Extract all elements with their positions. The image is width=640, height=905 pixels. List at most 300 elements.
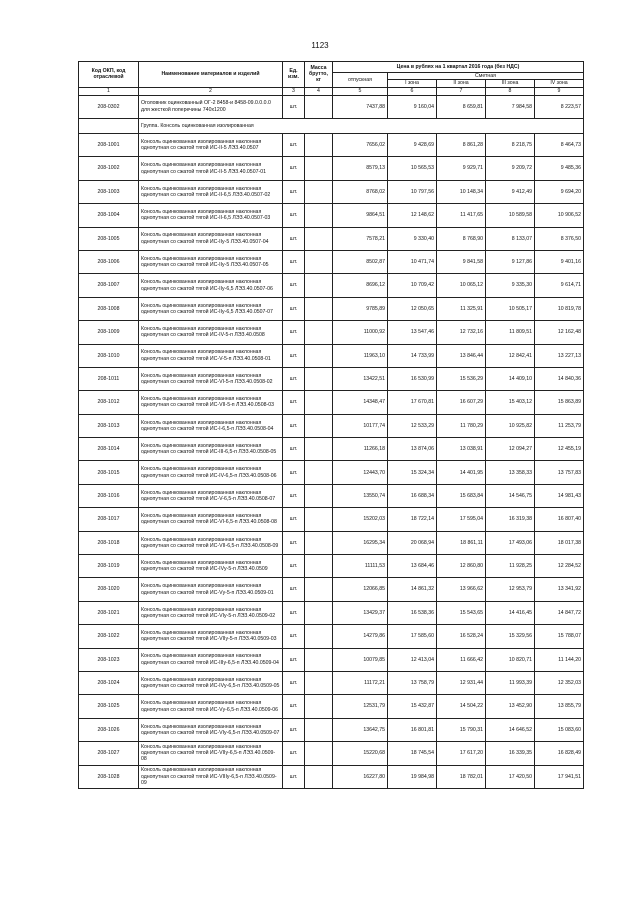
item-mass bbox=[305, 625, 333, 648]
item-price-zone-3: 14 416,45 bbox=[486, 601, 535, 624]
item-price-zone-2: 15 536,29 bbox=[437, 367, 486, 390]
item-code: 208-1006 bbox=[79, 250, 139, 273]
item-name: Консоль оцинкованная изолированная наклонная однопутная со сжатой тягой ИС-IIу-5 ЛЭЗ.40.0507-05 bbox=[139, 250, 283, 273]
item-unit: шт. bbox=[283, 250, 305, 273]
item-price-zone-2: 18 782,01 bbox=[437, 765, 486, 788]
item-price-zone-2: 12 732,16 bbox=[437, 321, 486, 344]
item-name: Консоль оцинкованная изолированная наклонная однопутная со сжатой тягой ИС-VI-5-п ЛЭЗ.40.0508-02 bbox=[139, 367, 283, 390]
table-row bbox=[79, 250, 584, 273]
table-row bbox=[79, 648, 584, 671]
item-price-zone-3: 10 589,58 bbox=[486, 204, 535, 227]
item-price-zone-3: 10 505,17 bbox=[486, 297, 535, 320]
table-row bbox=[79, 133, 584, 156]
item-price-zone-4: 8 376,50 bbox=[535, 227, 584, 250]
table-row bbox=[79, 274, 584, 297]
header-zone-2: II зона bbox=[437, 80, 486, 87]
item-code: 208-1026 bbox=[79, 718, 139, 741]
item-price-zone-4: 15 863,89 bbox=[535, 391, 584, 414]
item-unit: шт. bbox=[283, 578, 305, 601]
item-code: 208-1024 bbox=[79, 671, 139, 694]
item-unit: шт. bbox=[283, 484, 305, 507]
item-price-zone-1: 10 565,53 bbox=[388, 157, 437, 180]
item-name: Консоль оцинкованная изолированная наклонная однопутная со сжатой тягой ИС-Vу-6,5-п ЛЭЗ.40.0509-06 bbox=[139, 695, 283, 718]
table-row bbox=[79, 227, 584, 250]
item-mass bbox=[305, 438, 333, 461]
column-number: 4 bbox=[305, 87, 333, 95]
table-row bbox=[79, 157, 584, 180]
item-price-zone-3: 17 493,06 bbox=[486, 531, 535, 554]
item-price-zone-1: 15 432,87 bbox=[388, 695, 437, 718]
item-price-zone-3: 9 209,72 bbox=[486, 157, 535, 180]
item-release-price: 8696,12 bbox=[333, 274, 388, 297]
item-price-zone-3: 14 409,10 bbox=[486, 367, 535, 390]
item-code: 208-1010 bbox=[79, 344, 139, 367]
item-price-zone-2: 12 860,80 bbox=[437, 555, 486, 578]
item-price-zone-2: 15 683,84 bbox=[437, 484, 486, 507]
item-name: Консоль оцинкованная изолированная наклонная однопутная со сжатой тягой ИС-VII-6,5-п ЛЭЗ.40.0508-09 bbox=[139, 531, 283, 554]
item-name: Оголовник оцинкованный ОГ-2 8458-и 8458-09.0.0.0.0 для жесткой поперечины 740x1200 bbox=[139, 95, 283, 118]
item-name: Консоль оцинкованная изолированная наклонная однопутная со сжатой тягой ИС-VI-6,5-п ЛЭЗ.40.0508-08 bbox=[139, 508, 283, 531]
table-row bbox=[79, 671, 584, 694]
item-price-zone-4: 13 855,79 bbox=[535, 695, 584, 718]
item-unit: шт. bbox=[283, 367, 305, 390]
item-price-zone-4: 11 253,79 bbox=[535, 414, 584, 437]
item-price-zone-1: 12 413,04 bbox=[388, 648, 437, 671]
item-price-zone-2: 15 790,31 bbox=[437, 718, 486, 741]
item-price-zone-1: 16 538,36 bbox=[388, 601, 437, 624]
item-price-zone-3: 15 329,56 bbox=[486, 625, 535, 648]
item-unit: шт. bbox=[283, 438, 305, 461]
item-price-zone-2: 10 065,12 bbox=[437, 274, 486, 297]
item-code: 208-1019 bbox=[79, 555, 139, 578]
item-mass bbox=[305, 391, 333, 414]
item-unit: шт. bbox=[283, 321, 305, 344]
header-zone-1: I зона bbox=[388, 80, 437, 87]
item-mass bbox=[305, 367, 333, 390]
column-number: 8 bbox=[486, 87, 535, 95]
table-row bbox=[79, 508, 584, 531]
item-price-zone-3: 7 984,58 bbox=[486, 95, 535, 118]
item-code: 208-1008 bbox=[79, 297, 139, 320]
item-name: Консоль оцинкованная изолированная наклонная однопутная со сжатой тягой ИС-IIу-6,5 ЛЭЗ.40.0507-06 bbox=[139, 274, 283, 297]
item-price-zone-3: 9 127,86 bbox=[486, 250, 535, 273]
item-release-price: 8579,13 bbox=[333, 157, 388, 180]
item-release-price: 16227,80 bbox=[333, 765, 388, 788]
table-row bbox=[79, 321, 584, 344]
item-price-zone-1: 19 984,98 bbox=[388, 765, 437, 788]
item-code: 208-1020 bbox=[79, 578, 139, 601]
item-price-zone-3: 14 546,75 bbox=[486, 484, 535, 507]
price-table-body bbox=[79, 95, 584, 788]
item-price-zone-1: 16 688,34 bbox=[388, 484, 437, 507]
item-name: Консоль оцинкованная изолированная наклонная однопутная со сжатой тягой ИС-III-6,5-п ЛЭЗ.40.0508-05 bbox=[139, 438, 283, 461]
item-release-price: 11111,53 bbox=[333, 555, 388, 578]
item-name: Консоль оцинкованная изолированная наклонная однопутная со сжатой тягой ИС-VIIу-5-п ЛЭЗ.40.0509-03 bbox=[139, 625, 283, 648]
item-price-zone-2: 9 841,58 bbox=[437, 250, 486, 273]
item-release-price: 13422,51 bbox=[333, 367, 388, 390]
item-price-zone-3: 10 925,82 bbox=[486, 414, 535, 437]
item-price-zone-4: 11 144,20 bbox=[535, 648, 584, 671]
item-code: 208-1022 bbox=[79, 625, 139, 648]
table-row bbox=[79, 438, 584, 461]
item-price-zone-1: 15 324,34 bbox=[388, 461, 437, 484]
item-unit: шт. bbox=[283, 695, 305, 718]
item-release-price: 12443,70 bbox=[333, 461, 388, 484]
table-row bbox=[79, 625, 584, 648]
item-release-price: 14348,47 bbox=[333, 391, 388, 414]
item-code: 208-1012 bbox=[79, 391, 139, 414]
item-name: Консоль оцинкованная изолированная наклонная однопутная со сжатой тягой ИС-IV-5-п ЛЭЗ.40.0508 bbox=[139, 321, 283, 344]
item-price-zone-4: 13 757,83 bbox=[535, 461, 584, 484]
item-price-zone-2: 10 148,34 bbox=[437, 180, 486, 203]
item-price-zone-4: 9 401,16 bbox=[535, 250, 584, 273]
item-name: Консоль оцинкованная изолированная наклонная однопутная со сжатой тягой ИС-IV-6,5-п ЛЭЗ.40.0508-06 bbox=[139, 461, 283, 484]
item-unit: шт. bbox=[283, 508, 305, 531]
item-mass bbox=[305, 578, 333, 601]
item-unit: шт. bbox=[283, 718, 305, 741]
item-price-zone-2: 15 543,65 bbox=[437, 601, 486, 624]
item-release-price: 8768,02 bbox=[333, 180, 388, 203]
item-mass bbox=[305, 274, 333, 297]
item-release-price: 11266,18 bbox=[333, 438, 388, 461]
column-number: 6 bbox=[388, 87, 437, 95]
table-row bbox=[79, 765, 584, 788]
item-mass bbox=[305, 414, 333, 437]
item-price-zone-3: 12 842,41 bbox=[486, 344, 535, 367]
column-number: 2 bbox=[139, 87, 283, 95]
item-name: Консоль оцинкованная изолированная наклонная однопутная со сжатой тягой ИС-VIIIу-6,5-п ЛЭЗ.40.0509-09 bbox=[139, 765, 283, 788]
item-release-price: 9785,89 bbox=[333, 297, 388, 320]
item-price-zone-2: 8 659,81 bbox=[437, 95, 486, 118]
table-row bbox=[79, 367, 584, 390]
item-price-zone-3: 12 094,27 bbox=[486, 438, 535, 461]
group-title: Группа. Консоль оцинкованная изолированная bbox=[139, 118, 584, 133]
header-mass: Масса брутто, кг bbox=[305, 62, 333, 88]
item-name: Консоль оцинкованная изолированная наклонная однопутная со сжатой тягой ИС-V-5-п ЛЭЗ.40.0508-01 bbox=[139, 344, 283, 367]
item-mass bbox=[305, 718, 333, 741]
item-mass bbox=[305, 555, 333, 578]
item-mass bbox=[305, 508, 333, 531]
item-price-zone-1: 12 533,29 bbox=[388, 414, 437, 437]
item-price-zone-4: 16 828,49 bbox=[535, 742, 584, 765]
page-number: 1123 bbox=[311, 41, 329, 50]
item-price-zone-4: 15 788,07 bbox=[535, 625, 584, 648]
header-name: Наименование материалов и изделий bbox=[139, 62, 283, 88]
item-price-zone-1: 9 330,40 bbox=[388, 227, 437, 250]
item-price-zone-1: 10 471,74 bbox=[388, 250, 437, 273]
table-row bbox=[79, 601, 584, 624]
item-unit: шт. bbox=[283, 555, 305, 578]
item-release-price: 11000,92 bbox=[333, 321, 388, 344]
item-mass bbox=[305, 297, 333, 320]
table-row bbox=[79, 391, 584, 414]
item-price-zone-2: 17 595,04 bbox=[437, 508, 486, 531]
table-row bbox=[79, 180, 584, 203]
item-mass bbox=[305, 133, 333, 156]
item-price-zone-3: 17 420,50 bbox=[486, 765, 535, 788]
item-code: 208-1003 bbox=[79, 180, 139, 203]
item-price-zone-2: 14 504,22 bbox=[437, 695, 486, 718]
item-mass bbox=[305, 157, 333, 180]
item-price-zone-1: 10 797,56 bbox=[388, 180, 437, 203]
item-unit: шт. bbox=[283, 157, 305, 180]
item-price-zone-2: 13 038,91 bbox=[437, 438, 486, 461]
item-price-zone-1: 17 585,60 bbox=[388, 625, 437, 648]
item-price-zone-3: 16 319,38 bbox=[486, 508, 535, 531]
item-release-price: 14279,86 bbox=[333, 625, 388, 648]
item-name: Консоль оцинкованная изолированная наклонная однопутная со сжатой тягой ИС-VIу-6,5-п ЛЭЗ.40.0509-07 bbox=[139, 718, 283, 741]
item-price-zone-3: 14 646,52 bbox=[486, 718, 535, 741]
item-unit: шт. bbox=[283, 180, 305, 203]
item-price-zone-4: 16 807,40 bbox=[535, 508, 584, 531]
item-name: Консоль оцинкованная изолированная наклонная однопутная со сжатой тягой ИС-VIIу-6,5-п ЛЭЗ.40.0509-08 bbox=[139, 742, 283, 765]
item-unit: шт. bbox=[283, 742, 305, 765]
item-price-zone-3: 12 953,79 bbox=[486, 578, 535, 601]
item-price-zone-3: 11 809,51 bbox=[486, 321, 535, 344]
item-mass bbox=[305, 742, 333, 765]
item-price-zone-1: 13 684,46 bbox=[388, 555, 437, 578]
column-number: 1 bbox=[79, 87, 139, 95]
item-mass bbox=[305, 180, 333, 203]
item-release-price: 10177,74 bbox=[333, 414, 388, 437]
item-price-zone-1: 12 148,62 bbox=[388, 204, 437, 227]
item-price-zone-3: 11 928,25 bbox=[486, 555, 535, 578]
item-unit: шт. bbox=[283, 297, 305, 320]
item-release-price: 12066,85 bbox=[333, 578, 388, 601]
column-number: 3 bbox=[283, 87, 305, 95]
item-price-zone-4: 15 083,60 bbox=[535, 718, 584, 741]
item-mass bbox=[305, 648, 333, 671]
item-code: 208-1021 bbox=[79, 601, 139, 624]
item-price-zone-1: 17 670,81 bbox=[388, 391, 437, 414]
item-price-zone-3: 8 133,07 bbox=[486, 227, 535, 250]
item-price-zone-3: 11 993,39 bbox=[486, 671, 535, 694]
item-price-zone-4: 9 485,36 bbox=[535, 157, 584, 180]
item-price-zone-4: 10 819,78 bbox=[535, 297, 584, 320]
item-price-zone-1: 16 530,99 bbox=[388, 367, 437, 390]
table-row bbox=[79, 578, 584, 601]
header-release: отпускная bbox=[333, 73, 388, 88]
table-row bbox=[79, 718, 584, 741]
item-code: 208-1007 bbox=[79, 274, 139, 297]
column-number: 5 bbox=[333, 87, 388, 95]
item-mass bbox=[305, 484, 333, 507]
item-price-zone-1: 13 758,79 bbox=[388, 671, 437, 694]
item-name: Консоль оцинкованная изолированная наклонная однопутная со сжатой тягой ИС-IIу-5 ЛЭЗ.40.0507-04 bbox=[139, 227, 283, 250]
item-price-zone-1: 9 160,04 bbox=[388, 95, 437, 118]
item-price-zone-4: 9 694,20 bbox=[535, 180, 584, 203]
item-name: Консоль оцинкованная изолированная наклонная однопутная со сжатой тягой ИС-II-6,5 ЛЭЗ.40.0507-03 bbox=[139, 204, 283, 227]
item-price-zone-2: 11 417,65 bbox=[437, 204, 486, 227]
item-code: 208-1001 bbox=[79, 133, 139, 156]
item-release-price: 8502,87 bbox=[333, 250, 388, 273]
item-price-zone-3: 9 335,30 bbox=[486, 274, 535, 297]
item-price-zone-3: 15 403,12 bbox=[486, 391, 535, 414]
item-price-zone-3: 10 820,71 bbox=[486, 648, 535, 671]
item-release-price: 12531,79 bbox=[333, 695, 388, 718]
item-release-price: 10079,85 bbox=[333, 648, 388, 671]
table-row bbox=[79, 742, 584, 765]
item-release-price: 15202,03 bbox=[333, 508, 388, 531]
item-code: 208-1005 bbox=[79, 227, 139, 250]
item-price-zone-2: 11 666,42 bbox=[437, 648, 486, 671]
column-number: 9 bbox=[535, 87, 584, 95]
item-mass bbox=[305, 601, 333, 624]
table-row bbox=[79, 461, 584, 484]
item-name: Консоль оцинкованная изолированная наклонная однопутная со сжатой тягой ИС-II-5 ЛЭЗ.40.0507-01 bbox=[139, 157, 283, 180]
item-mass bbox=[305, 204, 333, 227]
item-release-price: 13429,37 bbox=[333, 601, 388, 624]
item-price-zone-2: 13 846,44 bbox=[437, 344, 486, 367]
item-price-zone-2: 8 768,90 bbox=[437, 227, 486, 250]
item-price-zone-4: 8 223,57 bbox=[535, 95, 584, 118]
item-price-zone-2: 17 617,20 bbox=[437, 742, 486, 765]
item-price-zone-4: 13 341,92 bbox=[535, 578, 584, 601]
item-price-zone-3: 16 339,35 bbox=[486, 742, 535, 765]
item-name: Консоль оцинкованная изолированная наклонная однопутная со сжатой тягой ИС-II-6,5 ЛЭЗ.40.0507-02 bbox=[139, 180, 283, 203]
item-unit: шт. bbox=[283, 625, 305, 648]
table-row bbox=[79, 204, 584, 227]
item-code: 208-1028 bbox=[79, 765, 139, 788]
item-price-zone-1: 14 733,99 bbox=[388, 344, 437, 367]
item-price-zone-2: 14 401,95 bbox=[437, 461, 486, 484]
item-code: 208-1002 bbox=[79, 157, 139, 180]
price-table bbox=[78, 61, 584, 789]
item-code: 208-1011 bbox=[79, 367, 139, 390]
item-mass bbox=[305, 671, 333, 694]
header-zone-3: III зона bbox=[486, 80, 535, 87]
item-release-price: 16295,34 bbox=[333, 531, 388, 554]
item-price-zone-4: 12 284,52 bbox=[535, 555, 584, 578]
item-price-zone-1: 13 547,46 bbox=[388, 321, 437, 344]
item-name: Консоль оцинкованная изолированная наклонная однопутная со сжатой тягой ИС-VII-5-п ЛЭЗ.40.0508-03 bbox=[139, 391, 283, 414]
item-name: Консоль оцинкованная изолированная наклонная однопутная со сжатой тягой ИС-VIу-5-п ЛЭЗ.40.0509-02 bbox=[139, 601, 283, 624]
item-release-price: 7656,02 bbox=[333, 133, 388, 156]
item-release-price: 7437,88 bbox=[333, 95, 388, 118]
item-price-zone-4: 10 906,52 bbox=[535, 204, 584, 227]
item-mass bbox=[305, 531, 333, 554]
item-code: 208-1015 bbox=[79, 461, 139, 484]
table-row bbox=[79, 555, 584, 578]
item-code: 208-1017 bbox=[79, 508, 139, 531]
item-price-zone-1: 16 801,81 bbox=[388, 718, 437, 741]
item-price-zone-4: 14 840,36 bbox=[535, 367, 584, 390]
item-unit: шт. bbox=[283, 671, 305, 694]
group-code-cell bbox=[79, 118, 139, 133]
item-price-zone-2: 13 966,62 bbox=[437, 578, 486, 601]
item-unit: шт. bbox=[283, 274, 305, 297]
item-price-zone-4: 14 981,43 bbox=[535, 484, 584, 507]
item-code: 208-0302 bbox=[79, 95, 139, 118]
item-unit: шт. bbox=[283, 531, 305, 554]
item-mass bbox=[305, 227, 333, 250]
item-unit: шт. bbox=[283, 648, 305, 671]
item-price-zone-1: 10 709,42 bbox=[388, 274, 437, 297]
item-release-price: 13642,75 bbox=[333, 718, 388, 741]
item-unit: шт. bbox=[283, 95, 305, 118]
item-price-zone-2: 16 528,24 bbox=[437, 625, 486, 648]
item-unit: шт. bbox=[283, 204, 305, 227]
group-row bbox=[79, 118, 584, 133]
item-price-zone-3: 8 218,75 bbox=[486, 133, 535, 156]
item-price-zone-4: 12 352,03 bbox=[535, 671, 584, 694]
item-name: Консоль оцинкованная изолированная наклонная однопутная со сжатой тягой ИС-I-6,5-п ЛЭЗ.40.0508-04 bbox=[139, 414, 283, 437]
item-price-zone-2: 18 861,11 bbox=[437, 531, 486, 554]
header-unit: Ед. изм. bbox=[283, 62, 305, 88]
item-code: 208-1009 bbox=[79, 321, 139, 344]
item-name: Консоль оцинкованная изолированная наклонная однопутная со сжатой тягой ИС-IVу-6,5-п ЛЭЗ.40.0509-05 bbox=[139, 671, 283, 694]
table-row bbox=[79, 297, 584, 320]
item-price-zone-4: 12 162,48 bbox=[535, 321, 584, 344]
item-name: Консоль оцинкованная изолированная наклонная однопутная со сжатой тягой ИС-Vу-5-п ЛЭЗ.40.0509-01 bbox=[139, 578, 283, 601]
item-price-zone-4: 17 941,51 bbox=[535, 765, 584, 788]
header-zone-4: IV зона bbox=[535, 80, 584, 87]
item-release-price: 7578,21 bbox=[333, 227, 388, 250]
header-code: Код ОКП, код отраслевой bbox=[79, 62, 139, 88]
item-price-zone-4: 13 227,13 bbox=[535, 344, 584, 367]
item-price-zone-3: 13 358,33 bbox=[486, 461, 535, 484]
item-mass bbox=[305, 344, 333, 367]
item-code: 208-1014 bbox=[79, 438, 139, 461]
item-mass bbox=[305, 95, 333, 118]
item-code: 208-1018 bbox=[79, 531, 139, 554]
item-unit: шт. bbox=[283, 391, 305, 414]
item-price-zone-1: 9 428,69 bbox=[388, 133, 437, 156]
header-estimate: Сметная bbox=[388, 73, 584, 80]
item-release-price: 9864,51 bbox=[333, 204, 388, 227]
item-code: 208-1013 bbox=[79, 414, 139, 437]
item-price-zone-1: 14 861,32 bbox=[388, 578, 437, 601]
item-unit: шт. bbox=[283, 461, 305, 484]
column-number-row bbox=[79, 87, 584, 95]
item-code: 208-1023 bbox=[79, 648, 139, 671]
table-row bbox=[79, 695, 584, 718]
item-price-zone-4: 9 614,71 bbox=[535, 274, 584, 297]
item-price-zone-1: 18 722,14 bbox=[388, 508, 437, 531]
item-price-zone-2: 11 780,29 bbox=[437, 414, 486, 437]
item-release-price: 11172,21 bbox=[333, 671, 388, 694]
item-mass bbox=[305, 461, 333, 484]
item-price-zone-1: 13 874,06 bbox=[388, 438, 437, 461]
item-price-zone-4: 8 464,73 bbox=[535, 133, 584, 156]
table-row bbox=[79, 95, 584, 118]
item-price-zone-2: 8 861,28 bbox=[437, 133, 486, 156]
item-unit: шт. bbox=[283, 227, 305, 250]
item-code: 208-1027 bbox=[79, 742, 139, 765]
item-price-zone-1: 12 050,65 bbox=[388, 297, 437, 320]
item-price-zone-4: 12 455,19 bbox=[535, 438, 584, 461]
item-name: Консоль оцинкованная изолированная наклонная однопутная со сжатой тягой ИС-IVу-5-п ЛЭЗ.40.0509 bbox=[139, 555, 283, 578]
item-code: 208-1016 bbox=[79, 484, 139, 507]
item-price-zone-4: 18 017,38 bbox=[535, 531, 584, 554]
item-code: 208-1025 bbox=[79, 695, 139, 718]
table-row bbox=[79, 344, 584, 367]
item-mass bbox=[305, 250, 333, 273]
item-price-zone-2: 9 929,71 bbox=[437, 157, 486, 180]
header-price-group: Цена в рублях на 1 квартал 2016 года (без НДС) bbox=[333, 62, 584, 73]
item-price-zone-2: 12 931,44 bbox=[437, 671, 486, 694]
item-name: Консоль оцинкованная изолированная наклонная однопутная со сжатой тягой ИС-V-6,5-п ЛЭЗ.40.0508-07 bbox=[139, 484, 283, 507]
item-name: Консоль оцинкованная изолированная наклонная однопутная со сжатой тягой ИС-II-5 ЛЭЗ.40.0507 bbox=[139, 133, 283, 156]
item-price-zone-3: 13 452,90 bbox=[486, 695, 535, 718]
item-price-zone-2: 16 607,29 bbox=[437, 391, 486, 414]
item-unit: шт. bbox=[283, 765, 305, 788]
item-name: Консоль оцинкованная изолированная наклонная однопутная со сжатой тягой ИС-IIу-6,5 ЛЭЗ.40.0507-07 bbox=[139, 297, 283, 320]
item-unit: шт. bbox=[283, 344, 305, 367]
item-release-price: 15220,68 bbox=[333, 742, 388, 765]
table-row bbox=[79, 414, 584, 437]
item-price-zone-1: 18 745,54 bbox=[388, 742, 437, 765]
